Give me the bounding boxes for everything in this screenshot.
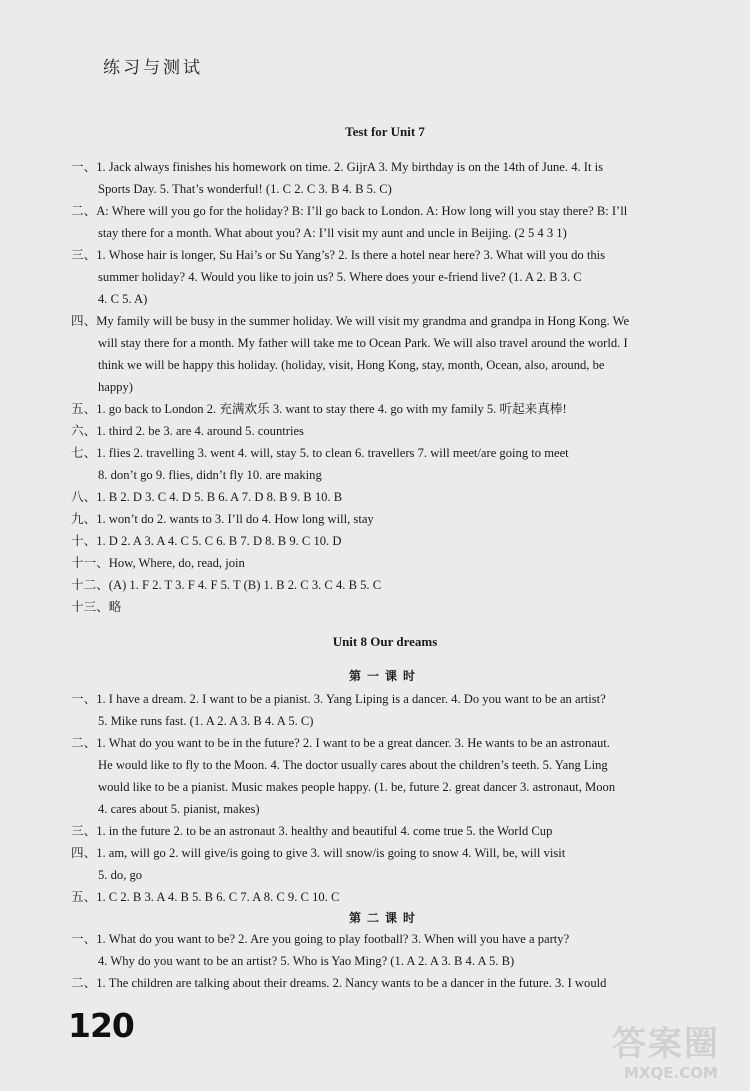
- answer-line: He would like to fly to the Moon. 4. The doctor usually cares about the children’s teeth. 5. Yang Ling: [98, 758, 608, 772]
- unit8-lesson1-answers: [71, 688, 706, 908]
- answer-line: Sports Day. 5. That’s wonderful! (1. C 2. C 3. B 4. B 5. C): [98, 182, 392, 196]
- watermark-url: MXQE.COM: [624, 1064, 718, 1082]
- test-unit7-answers: [71, 156, 706, 618]
- answer-line: 七、1. flies 2. travelling 3. went 4. will, stay 5. to clean 6. travellers 7. will meet/are going to meet: [71, 446, 569, 460]
- answer-line: 三、1. in the future 2. to be an astronaut 3. healthy and beautiful 4. come true 5. the World Cup: [71, 824, 553, 838]
- answer-line: 五、1. go back to London 2. 充满欢乐 3. want to stay there 4. go with my family 5. 听起来真棒!: [71, 402, 567, 416]
- page-number: 120: [68, 1006, 134, 1045]
- answer-line: 六、1. third 2. be 3. are 4. around 5. countries: [71, 424, 304, 438]
- answer-line: 一、1. Jack always finishes his homework on time. 2. GijrA 3. My birthday is on the 14th of June. 4. It is: [71, 160, 604, 174]
- unit8-title: Unit 8 Our dreams: [332, 634, 438, 649]
- answer-line: 四、1. am, will go 2. will give/is going to give 3. will snow/is going to snow 4. Will, be, will visit: [71, 846, 566, 860]
- answer-line: 5. Mike runs fast. (1. A 2. A 3. B 4. A 5. C): [98, 714, 314, 728]
- answer-line: 三、1. Whose hair is longer, Su Hai’s or Su Yang’s? 2. Is there a hotel near here? 3. What will you do this: [71, 248, 606, 262]
- answer-line: 一、1. What do you want to be? 2. Are you going to play football? 3. When will you have a party?: [71, 932, 570, 946]
- answer-line: 八、1. B 2. D 3. C 4. D 5. B 6. A 7. D 8. B 9. B 10. B: [71, 490, 343, 504]
- answer-line: 十一、How, Where, do, read, join: [71, 556, 245, 570]
- answer-line: 十、1. D 2. A 3. A 4. C 5. C 6. B 7. D 8. B 9. C 10. D: [71, 534, 342, 548]
- answer-line: 5. do, go: [98, 868, 143, 882]
- lesson2-title: 第二课时: [348, 911, 421, 925]
- unit8-lesson2-answers: [71, 928, 706, 994]
- answer-line: 二、1. What do you want to be in the future? 2. I want to be a great dancer. 3. He wants to be an astronaut.: [71, 736, 610, 750]
- answer-line: 九、1. won’t do 2. wants to 3. I’ll do 4. How long will, stay: [71, 512, 374, 526]
- test-unit7-title: Test for Unit 7: [345, 124, 425, 139]
- answer-line: 十三、略: [71, 600, 122, 614]
- watermark-logo: 答案圈: [612, 1024, 720, 1064]
- answer-line: happy): [98, 380, 133, 394]
- answer-line: think we will be happy this holiday. (holiday, visit, Hong Kong, stay, month, Ocean, also, around, be: [98, 358, 605, 372]
- answer-line: would like to be a pianist. Music makes people happy. (1. be, future 2. great dancer 3. astronaut, Moon: [98, 780, 616, 794]
- answer-line: 二、1. The children are talking about their dreams. 2. Nancy wants to be a dancer in the future. 3. I would: [71, 976, 607, 990]
- answer-line: 4. cares about 5. pianist, makes): [98, 802, 260, 816]
- answer-line: 五、1. C 2. B 3. A 4. B 5. B 6. C 7. A 8. C 9. C 10. C: [71, 890, 340, 904]
- answer-line: 8. don’t go 9. flies, didn’t fly 10. are making: [98, 468, 322, 482]
- answer-line: stay there for a month. What about you? A: I’ll visit my aunt and uncle in Beijing. (2 5 4 3 1): [98, 226, 567, 240]
- lesson1-title: 第一课时: [348, 669, 421, 683]
- answer-line: 二、A: Where will you go for the holiday? B: I’ll go back to London. A: How long will you stay there? B: I’ll: [71, 204, 628, 218]
- answer-line: 十二、(A) 1. F 2. T 3. F 4. F 5. T (B) 1. B 2. C 3. C 4. B 5. C: [71, 578, 382, 592]
- answer-line: will stay there for a month. My father will take me to Ocean Park. We will also travel around the world. I: [98, 336, 628, 350]
- book-header-title: 练习与测试: [103, 58, 203, 78]
- answer-line: 四、My family will be busy in the summer holiday. We will visit my grandma and grandpa in Hong Kong. We: [71, 314, 630, 328]
- answer-line: 4. Why do you want to be an artist? 5. Who is Yao Ming? (1. A 2. A 3. B 4. A 5. B): [98, 954, 515, 968]
- answer-line: summer holiday? 4. Would you like to join us? 5. Where does your e-friend live? (1. A 2. B 3. C: [98, 270, 582, 284]
- answer-line: 4. C 5. A): [98, 292, 148, 306]
- answer-line: 一、1. I have a dream. 2. I want to be a pianist. 3. Yang Liping is a dancer. 4. Do you want to be an artist?: [71, 692, 606, 706]
